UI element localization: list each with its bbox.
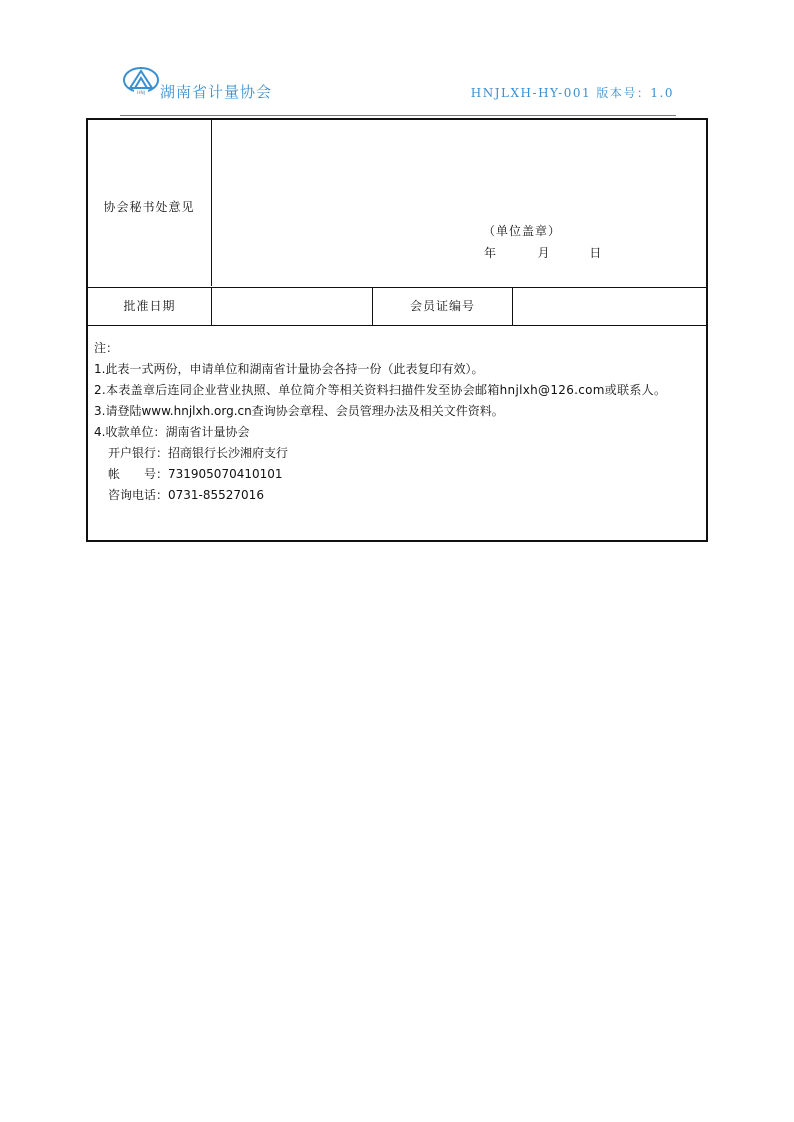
account-number: 帐 号：731905070410101 — [108, 467, 283, 481]
secretariat-opinion-row — [88, 120, 706, 288]
opinion-label-cell — [88, 120, 212, 286]
note-line-2: 2.本表盖章后连同企业营业执照、单位简介等相关资料扫描件发至协会邮箱hnjlxh@126.com或联系人。 — [94, 383, 667, 397]
approval-row — [88, 288, 706, 326]
note-line-4: 4.收款单位：湖南省计量协会 — [94, 425, 250, 439]
approval-form-table — [86, 118, 708, 542]
note-line-1: 1.此表一式两份，申请单位和湖南省计量协会各持一份（此表复印有效）。 — [94, 362, 484, 376]
seal-text: （单位盖章） — [483, 224, 562, 238]
bank-info: 开户银行：招商银行长沙湘府支行 — [108, 446, 289, 460]
org-name: 湖南省计量协会 — [160, 83, 273, 101]
association-logo-icon — [122, 66, 160, 96]
notes-section — [94, 338, 700, 506]
signature-date — [484, 244, 601, 261]
notes-title: 注： — [94, 341, 119, 355]
month-label: 月 — [537, 246, 550, 260]
contact-phone: 咨询电话：0731-85527016 — [108, 488, 264, 502]
member-cert-field[interactable] — [513, 288, 706, 325]
header-divider — [120, 115, 676, 116]
svg-text:HNJ: HNJ — [136, 91, 146, 96]
opinion-label: 协会秘书处意见 — [103, 200, 195, 214]
note-line-3: 3.请登陆www.hnjlxh.org.cn查询协会章程、会员管理办法及相关文件资料。 — [94, 404, 504, 418]
document-code: HNJLXH-HY-001 版本号：1.0 — [470, 86, 674, 100]
day-label: 日 — [589, 246, 602, 260]
page-header — [120, 64, 676, 116]
approval-date-field[interactable] — [212, 288, 373, 325]
year-label: 年 — [484, 246, 497, 260]
member-cert-label: 会员证编号 — [373, 288, 513, 325]
approval-date-label: 批准日期 — [88, 288, 212, 325]
